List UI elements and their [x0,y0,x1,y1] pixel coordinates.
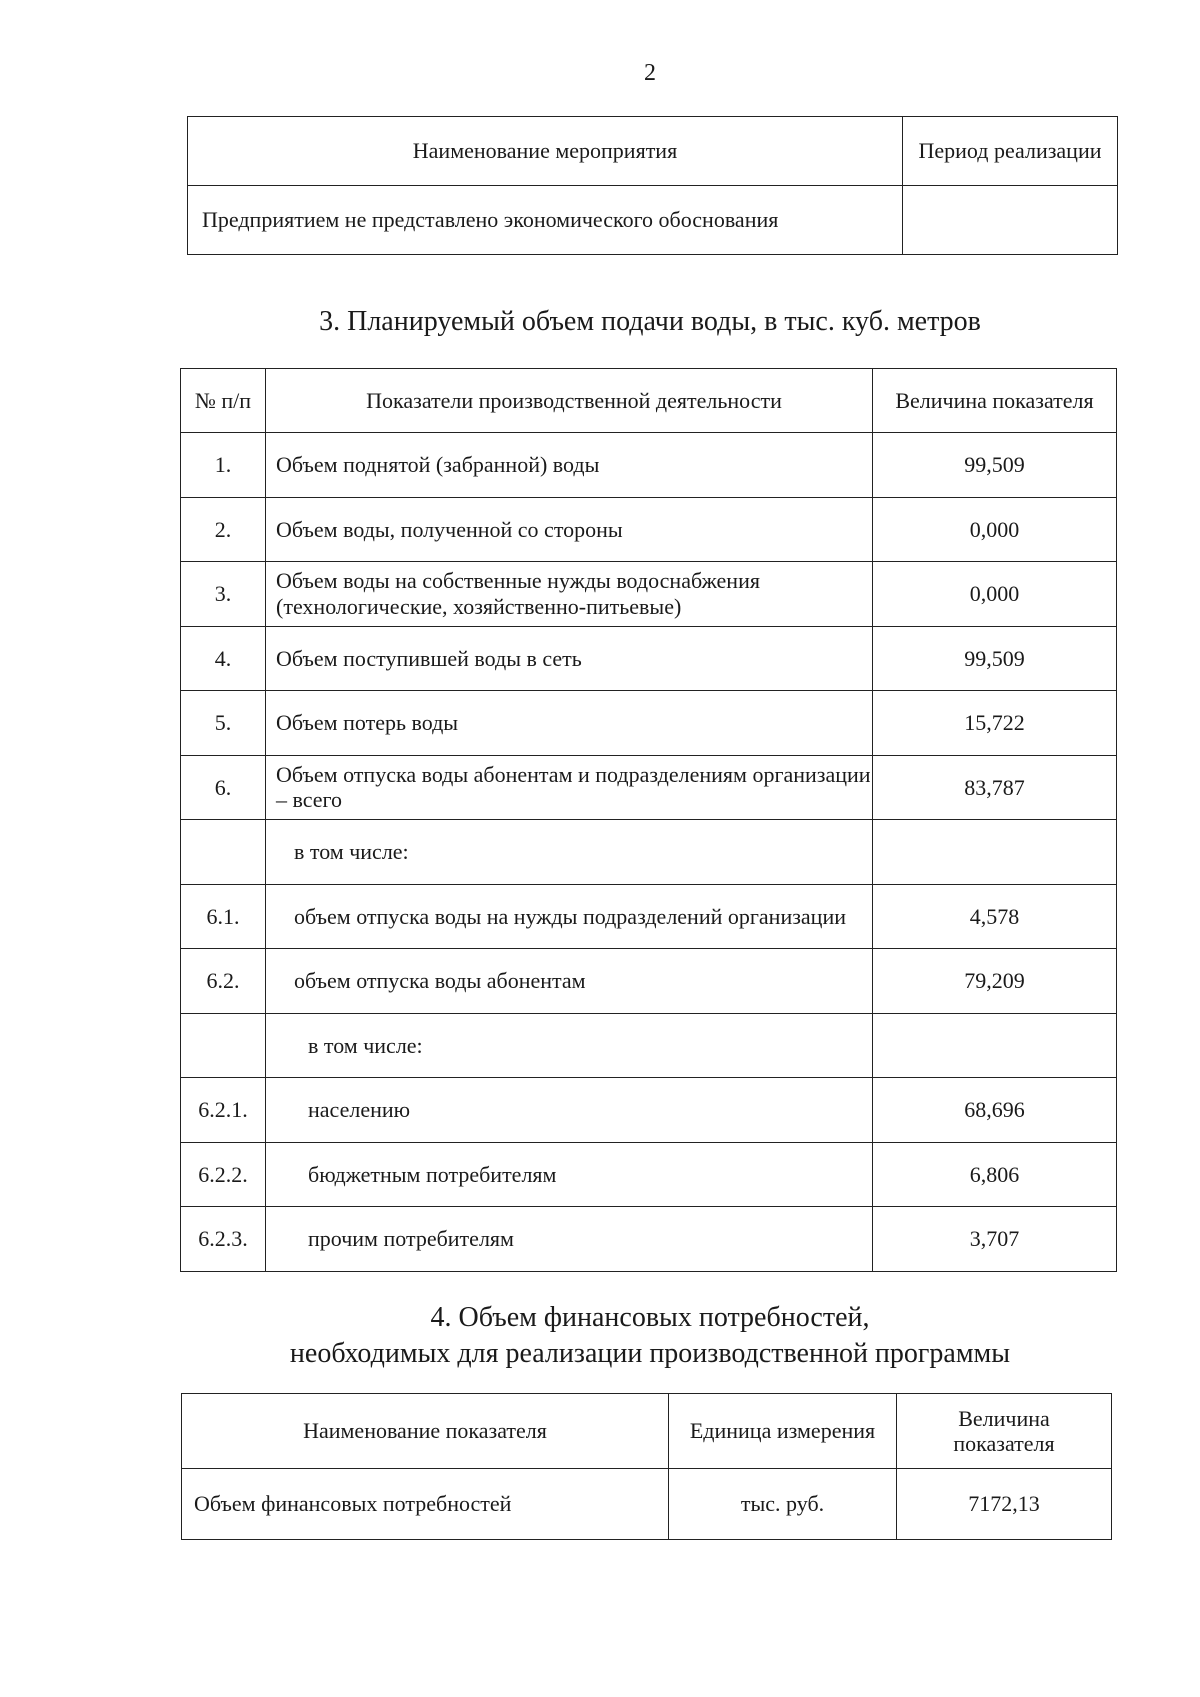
financial-header-unit: Единица измерения [669,1394,897,1469]
row-value: 0,000 [873,562,1117,627]
measures-row-period [903,186,1118,255]
row-indicator: Объем воды, полученной со стороны [266,497,873,562]
section-4-title-line1: 4. Объем финансовых потребностей, [430,1302,870,1333]
measures-row-name: Предприятием не представлено экономического обоснования [188,186,903,255]
table-row [181,1142,1117,1207]
section-4-title-line2: необходимых для реализации производственной программы [289,1337,1011,1369]
row-value [873,820,1117,885]
table-row [181,1207,1117,1272]
row-value: 4,578 [873,884,1117,949]
row-num: 1. [181,433,266,498]
financial-row-name: Объем финансовых потребностей [182,1469,669,1540]
row-num: 6.2. [181,949,266,1014]
row-value [873,1013,1117,1078]
header-num: № п/п [181,369,266,433]
row-indicator: Объем поступившей воды в сеть [266,626,873,691]
row-indicator: населению [266,1078,873,1143]
row-num: 4. [181,626,266,691]
table-row [181,562,1117,627]
section-4-title [0,1300,1200,1372]
row-indicator: в том числе: [266,820,873,885]
table-row [181,691,1117,756]
financial-row-unit: тыс. руб. [669,1469,897,1540]
row-value: 15,722 [873,691,1117,756]
row-num: 6.2.1. [181,1078,266,1143]
row-indicator: объем отпуска воды на нужды подразделений организации [266,884,873,949]
row-num: 2. [181,497,266,562]
table-row [181,626,1117,691]
row-value: 99,509 [873,626,1117,691]
row-indicator: Объем воды на собственные нужды водоснабжения (технологические, хозяйственно-питьевые) [266,562,873,627]
water-volume-table [180,368,1117,1272]
row-num: 6.2.3. [181,1207,266,1272]
row-value: 83,787 [873,755,1117,820]
measures-header-period: Период реализации [903,117,1118,186]
financial-header-name: Наименование показателя [182,1394,669,1469]
row-indicator: бюджетным потребителям [266,1142,873,1207]
financial-row-value: 7172,13 [897,1469,1112,1540]
row-value: 3,707 [873,1207,1117,1272]
measures-table-header [188,117,1118,186]
table-row [181,1013,1117,1078]
water-volume-header [181,369,1117,433]
page-number: 2 [644,60,656,86]
header-indicator: Показатели производственной деятельности [266,369,873,433]
row-num [181,820,266,885]
row-indicator: в том числе: [266,1013,873,1078]
row-value: 6,806 [873,1142,1117,1207]
row-indicator: прочим потребителям [266,1207,873,1272]
row-value: 99,509 [873,433,1117,498]
section-3-title: 3. Планируемый объем подачи воды, в тыс. куб. метров [319,306,981,337]
header-value: Величина показателя [873,369,1117,433]
table-row [181,820,1117,885]
table-row [182,1469,1112,1540]
row-num: 6.1. [181,884,266,949]
table-row [181,949,1117,1014]
table-row [181,1078,1117,1143]
row-value: 0,000 [873,497,1117,562]
financial-header [182,1394,1112,1469]
row-indicator: Объем поднятой (забранной) воды [266,433,873,498]
row-indicator: Объем отпуска воды абонентам и подразделениям организации – всего [266,755,873,820]
row-value: 68,696 [873,1078,1117,1143]
row-num [181,1013,266,1078]
row-num: 5. [181,691,266,756]
measures-header-name: Наименование мероприятия [188,117,903,186]
table-row [181,755,1117,820]
table-row [181,497,1117,562]
row-indicator: объем отпуска воды абонентам [266,949,873,1014]
financial-needs-table [181,1393,1112,1540]
financial-header-value: Величина показателя [897,1394,1112,1469]
table-row [188,186,1118,255]
row-num: 6. [181,755,266,820]
table-row [181,884,1117,949]
row-num: 6.2.2. [181,1142,266,1207]
row-indicator: Объем потерь воды [266,691,873,756]
table-row [181,433,1117,498]
row-num: 3. [181,562,266,627]
row-value: 79,209 [873,949,1117,1014]
measures-table [187,116,1118,255]
